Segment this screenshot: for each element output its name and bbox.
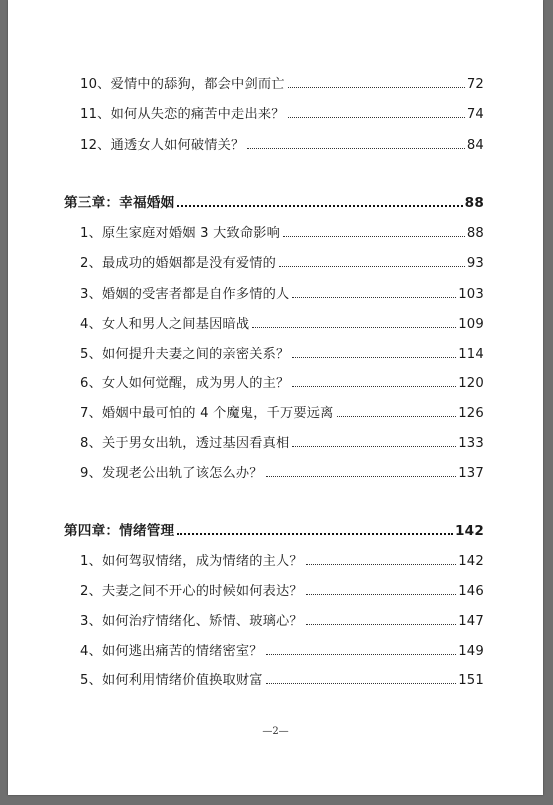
toc-entry[interactable] bbox=[80, 579, 484, 599]
toc-entry-page: 149 bbox=[458, 644, 484, 659]
chapter-page: 88 bbox=[464, 195, 484, 211]
toc-entry-title: 9、发现老公出轨了该怎么办？ bbox=[80, 466, 263, 481]
document-page bbox=[8, 0, 543, 795]
dot-leader bbox=[283, 235, 465, 237]
toc-chapter-heading[interactable] bbox=[64, 191, 484, 211]
toc-entry[interactable] bbox=[80, 221, 484, 241]
toc-chapter-heading[interactable] bbox=[64, 519, 484, 539]
chapter-page: 142 bbox=[455, 523, 484, 539]
toc-entry-title: 11、如何从失恋的痛苦中走出来？ bbox=[80, 107, 285, 122]
toc-entry-title: 1、原生家庭对婚姻 3 大致命影响 bbox=[80, 226, 281, 241]
toc-entry-title: 1、如何驾驭情绪，成为情绪的主人？ bbox=[80, 554, 303, 569]
chapter-title: 第四章：情绪管理 bbox=[64, 523, 175, 539]
chapter-title: 第三章：幸福婚姻 bbox=[64, 195, 175, 211]
dot-leader bbox=[177, 204, 462, 207]
toc-entry-title: 10、爱情中的舔狗，都会中剑而亡 bbox=[80, 77, 285, 92]
toc-entry-title: 6、女人如何觉醒，成为男人的主？ bbox=[80, 376, 290, 391]
toc-entry-page: 103 bbox=[458, 287, 484, 302]
dot-leader bbox=[292, 385, 456, 387]
toc-entry-page: 151 bbox=[458, 673, 484, 688]
toc-entry[interactable] bbox=[80, 371, 484, 391]
toc-entry-page: 147 bbox=[458, 614, 484, 629]
toc-entry[interactable] bbox=[80, 282, 484, 302]
toc-entry-page: 142 bbox=[458, 554, 484, 569]
dot-leader bbox=[306, 623, 456, 625]
toc-entry-title: 12、通透女人如何破情关？ bbox=[80, 138, 245, 153]
toc-entry-page: 74 bbox=[466, 107, 484, 122]
toc-entry-title: 5、如何提升夫妻之间的亲密关系？ bbox=[80, 347, 290, 362]
dot-leader bbox=[288, 86, 465, 88]
dot-leader bbox=[288, 116, 465, 118]
dot-leader bbox=[292, 296, 456, 298]
toc-entry-page: 120 bbox=[458, 376, 484, 391]
toc-entry-page: 88 bbox=[466, 226, 484, 241]
toc-entry-title: 8、关于男女出轨，透过基因看真相 bbox=[80, 436, 290, 451]
toc-entry[interactable] bbox=[80, 431, 484, 451]
dot-leader bbox=[306, 563, 456, 565]
toc-entry[interactable] bbox=[80, 251, 484, 271]
dot-leader bbox=[177, 532, 453, 535]
toc-entry[interactable] bbox=[80, 549, 484, 569]
dot-leader bbox=[292, 356, 456, 358]
page-number: —2— bbox=[262, 726, 289, 737]
toc-entry-page: 114 bbox=[458, 347, 484, 362]
toc-entry[interactable] bbox=[80, 639, 484, 659]
toc-entry[interactable] bbox=[80, 461, 484, 481]
dot-leader bbox=[266, 653, 457, 655]
toc-entry-title: 5、如何利用情绪价值换取财富 bbox=[80, 673, 263, 688]
toc-entry-page: 84 bbox=[466, 138, 484, 153]
dot-leader bbox=[266, 475, 457, 477]
toc-entry-title: 2、夫妻之间不开心的时候如何表达？ bbox=[80, 584, 303, 599]
toc-entry-page: 146 bbox=[458, 584, 484, 599]
dot-leader bbox=[252, 326, 456, 328]
toc-entry-title: 3、如何治疗情绪化、矫情、玻璃心？ bbox=[80, 614, 303, 629]
toc-entry[interactable] bbox=[80, 668, 484, 688]
toc-entry-page: 72 bbox=[466, 77, 484, 92]
toc-entry-title: 3、婚姻的受害者都是自作多情的人 bbox=[80, 287, 290, 302]
toc-entry-page: 109 bbox=[458, 317, 484, 332]
dot-leader bbox=[266, 682, 457, 684]
toc-entry-page: 93 bbox=[466, 256, 484, 271]
toc-entry[interactable] bbox=[80, 312, 484, 332]
toc-entry[interactable] bbox=[80, 102, 484, 122]
dot-leader bbox=[306, 593, 456, 595]
dot-leader bbox=[279, 265, 465, 267]
dot-leader bbox=[337, 415, 457, 417]
toc-entry-page: 133 bbox=[458, 436, 484, 451]
toc-entry-title: 4、如何逃出痛苦的情绪密室？ bbox=[80, 644, 263, 659]
toc-entry[interactable] bbox=[80, 133, 484, 153]
toc-entry-page: 137 bbox=[458, 466, 484, 481]
toc-entry-title: 4、女人和男人之间基因暗战 bbox=[80, 317, 250, 332]
toc-entry[interactable] bbox=[80, 401, 484, 421]
toc-entry-title: 7、婚姻中最可怕的 4 个魔鬼，千万要远离 bbox=[80, 406, 334, 421]
toc-entry[interactable] bbox=[80, 342, 484, 362]
dot-leader bbox=[247, 147, 464, 149]
toc-entry[interactable] bbox=[80, 609, 484, 629]
toc-entry[interactable] bbox=[80, 72, 484, 92]
toc-entry-page: 126 bbox=[458, 406, 484, 421]
toc-entry-title: 2、最成功的婚姻都是没有爱情的 bbox=[80, 256, 277, 271]
dot-leader bbox=[292, 445, 456, 447]
